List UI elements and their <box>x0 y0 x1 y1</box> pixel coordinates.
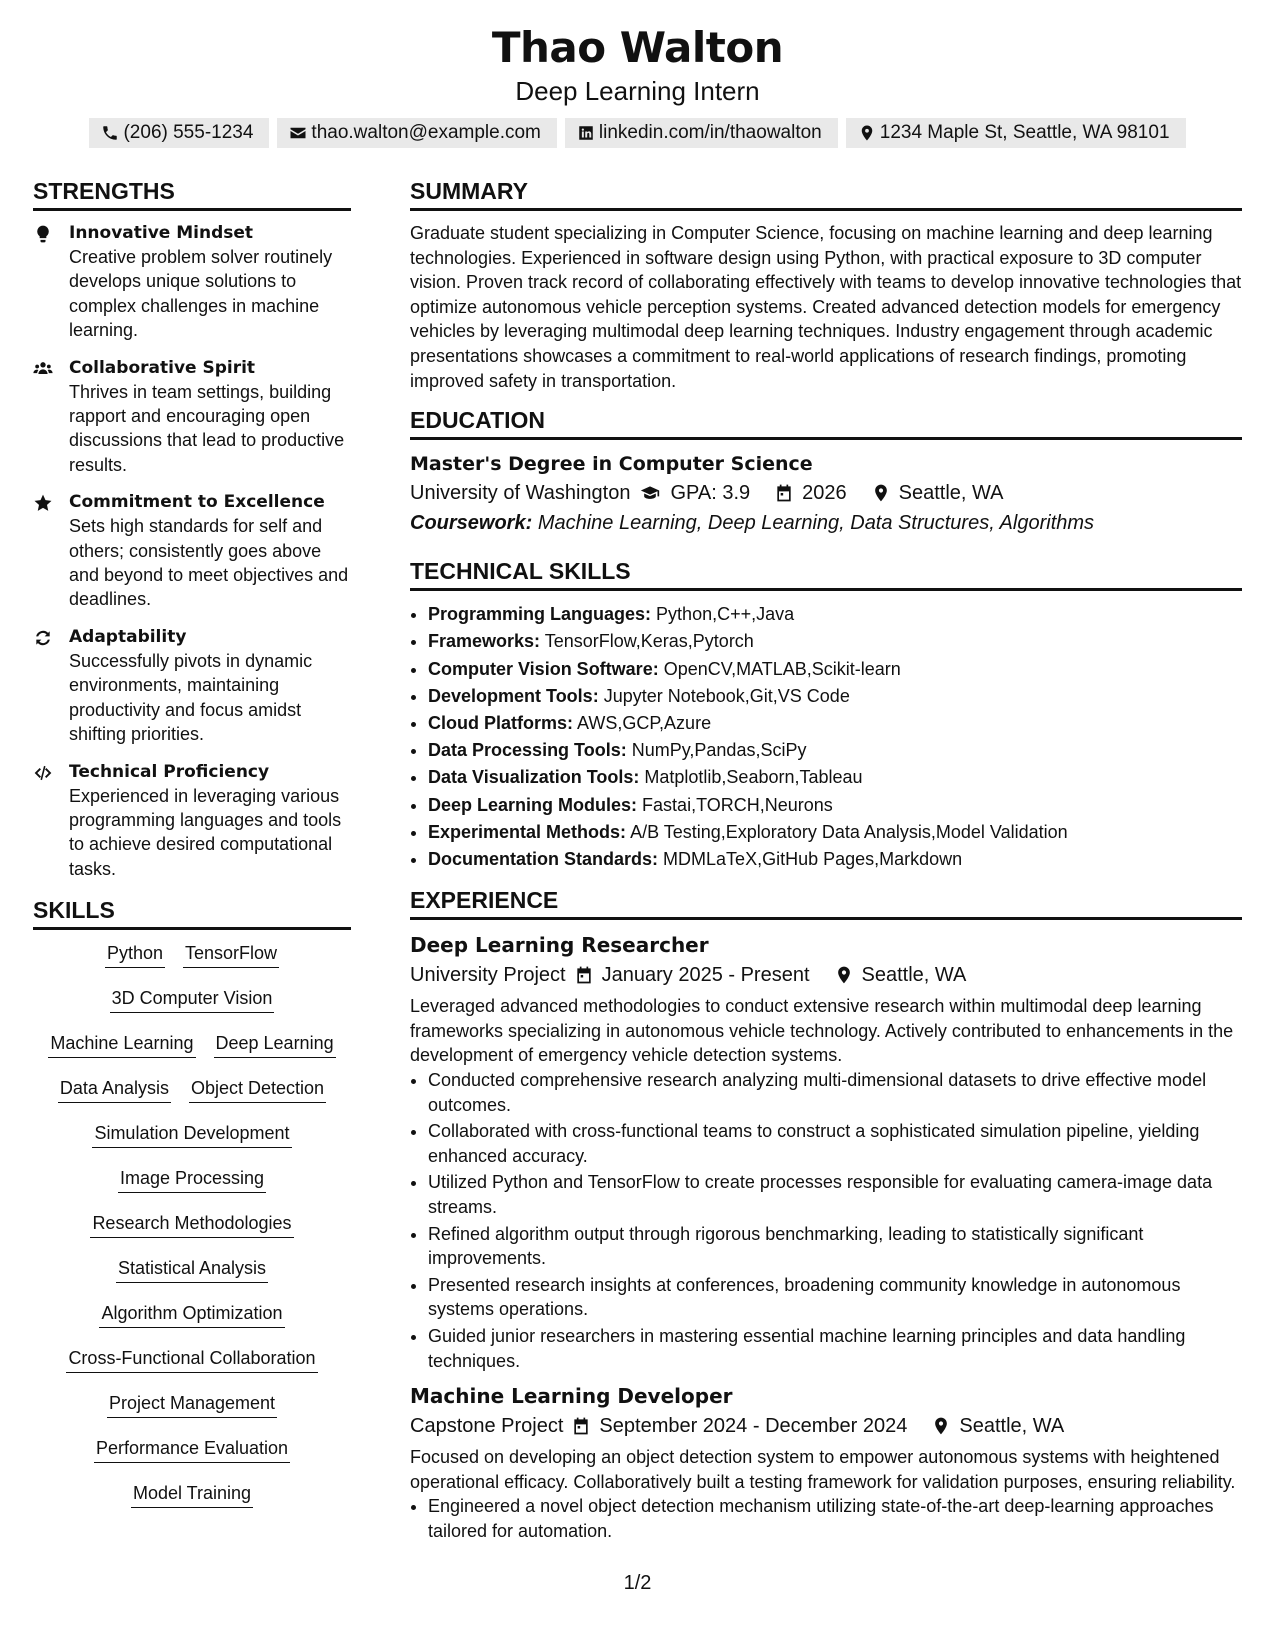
contact-linkedin[interactable] <box>565 118 838 148</box>
job-entry <box>410 930 1242 1373</box>
left-column <box>33 176 351 1525</box>
refresh-icon <box>33 628 53 648</box>
skill-tag: Python <box>105 940 165 968</box>
technical-skills-heading: TECHNICAL SKILLS <box>410 556 1242 591</box>
job-dates: January 2025 - Present <box>601 964 810 987</box>
map-pin-icon <box>858 124 876 142</box>
tech-label: Frameworks: <box>428 631 541 652</box>
skills-heading: SKILLS <box>33 895 351 930</box>
right-column <box>410 176 1242 1551</box>
list-item: • Collaborated with cross-functional teams to construct a sophisticated simulation pipeline, yielding enhanced accuracy. <box>428 1119 1242 1168</box>
gpa: GPA: 3.9 <box>670 482 751 505</box>
map-pin-icon <box>834 965 854 985</box>
tech-value: TensorFlow,Keras,Pytorch <box>544 631 754 652</box>
list-item: • Conducted comprehensive research analyzing multi-dimensional datasets to drive effective model outcomes. <box>428 1068 1242 1117</box>
page-number: 1/2 <box>623 1572 652 1594</box>
coursework-label: Coursework: <box>410 512 533 535</box>
skill-tag: Image Processing <box>118 1165 266 1193</box>
strength-item <box>33 760 351 882</box>
job-location: Seattle, WA <box>861 964 967 987</box>
strength-desc: Experienced in leveraging various programming languages and tools to achieve desired computational tasks. <box>69 785 342 879</box>
contact-phone-text: (206) 555-1234 <box>123 122 254 143</box>
calendar-icon <box>574 965 594 985</box>
job-description: Leveraged advanced methodologies to conduct extensive research within multimodal deep learning frameworks specializing in autonomous vehicle technology. Actively contributed to enhancements in the development of emergency vehicle detection systems. <box>410 996 1234 1066</box>
skill-tag: Simulation Development <box>92 1120 291 1148</box>
calendar-icon <box>774 483 794 503</box>
list-item: • Guided junior researchers in mastering essential machine learning principles and data handling techniques. <box>428 1324 1242 1373</box>
calendar-icon <box>571 1416 591 1436</box>
skill-tag: TensorFlow <box>183 940 279 968</box>
strength-item <box>33 221 351 343</box>
skill-tag: Algorithm Optimization <box>99 1300 284 1328</box>
skill-tag: Cross-Functional Collaboration <box>66 1345 317 1373</box>
job-org: University Project <box>410 964 566 987</box>
strength-title: Commitment to Excellence <box>69 492 325 513</box>
tech-value: OpenCV,MATLAB,Scikit-learn <box>663 658 901 679</box>
strength-desc: Sets high standards for self and others; consistently goes above and beyond to meet objectives and deadlines. <box>69 516 349 610</box>
tech-value: NumPy,Pandas,SciPy <box>631 740 807 761</box>
list-item <box>428 792 1242 819</box>
coursework <box>410 508 1242 538</box>
tech-label: Cloud Platforms: <box>428 712 574 733</box>
contact-address-text: 1234 Maple St, Seattle, WA 98101 <box>879 122 1170 143</box>
school-name: University of Washington <box>410 482 631 505</box>
strength-title: Adaptability <box>69 626 187 647</box>
graduation-cap-icon <box>638 483 662 503</box>
job-dates: September 2024 - December 2024 <box>599 1415 908 1438</box>
linkedin-icon <box>577 124 595 142</box>
strength-title: Innovative Mindset <box>69 223 254 243</box>
strength-desc: Successfully pivots in dynamic environments, maintaining productivity and focus amidst shifting priorities. <box>69 650 313 745</box>
coursework-list: Machine Learning, Deep Learning, Data Structures, Algorithms <box>537 512 1095 535</box>
job-title: Deep Learning Researcher <box>410 933 709 958</box>
strengths-heading: STRENGTHS <box>33 176 351 211</box>
job-location: Seattle, WA <box>959 1415 1065 1438</box>
lightbulb-icon <box>33 224 53 244</box>
tech-label: Documentation Standards: <box>428 848 659 869</box>
code-icon <box>33 763 53 783</box>
degree-title: Master's Degree in Computer Science <box>410 453 813 476</box>
tech-value: Fastai,TORCH,Neurons <box>642 794 833 815</box>
summary-text: Graduate student specializing in Computer Science, focusing on machine learning and deep learning technologies. Experienced in software design using Python, with practical exposure to 3D computer vision. Proven track record of collaborating effectively with teams to develop innovative technologies that optimize autonomous vehicle perception systems. Created advanced detection models for emergency vehicles by leveraging multimodal deep learning techniques. Industry engagement through academic presentations showcases a commitment to real-world applications of research findings, promoting improved safety in transportation. <box>410 223 1242 391</box>
job-org: Capstone Project <box>410 1415 564 1438</box>
tech-label: Deep Learning Modules: <box>428 794 638 815</box>
list-item: • Engineered a novel object detection mechanism utilizing state-of-the-art deep-learning approaches tailored for automation. <box>428 1494 1242 1543</box>
tech-label: Programming Languages: <box>428 604 652 625</box>
skill-tag: Research Methodologies <box>90 1210 293 1238</box>
strength-title: Collaborative Spirit <box>69 357 256 378</box>
skill-tag: Data Analysis <box>58 1075 171 1103</box>
education-location: Seattle, WA <box>898 482 1004 505</box>
job-bullets <box>410 1494 1242 1543</box>
education-heading: EDUCATION <box>410 405 1242 440</box>
map-pin-icon <box>931 1416 951 1436</box>
strength-item <box>33 490 351 612</box>
job-entry <box>410 1381 1242 1543</box>
list-item <box>428 710 1242 737</box>
tech-label: Data Processing Tools: <box>428 740 627 761</box>
list-item: • Refined algorithm output through rigorous benchmarking, leading to statistically significant improvements. <box>428 1222 1242 1271</box>
list-item <box>428 737 1242 764</box>
contact-email[interactable] <box>277 118 556 148</box>
skill-tag: 3D Computer Vision <box>110 985 275 1013</box>
users-icon <box>33 359 53 379</box>
contact-bar <box>0 118 1275 148</box>
list-item <box>428 628 1242 655</box>
strength-item <box>33 625 351 747</box>
tech-label: Computer Vision Software: <box>428 658 659 679</box>
tech-value: Python,C++,Java <box>656 604 795 625</box>
technical-skills-list <box>410 601 1242 873</box>
skill-tag: Object Detection <box>189 1075 326 1103</box>
map-pin-icon <box>871 483 891 503</box>
tech-value: AWS,GCP,Azure <box>577 712 712 733</box>
candidate-role: Deep Learning Intern <box>515 76 760 106</box>
tech-label: Experimental Methods: <box>428 821 627 842</box>
contact-email-text: thao.walton@example.com <box>311 122 541 143</box>
phone-icon <box>101 124 119 142</box>
list-item <box>428 683 1242 710</box>
skill-tag: Performance Evaluation <box>94 1435 290 1463</box>
list-item: • Utilized Python and TensorFlow to create processes responsible for evaluating camera-image data streams. <box>428 1170 1242 1219</box>
summary-heading: SUMMARY <box>410 176 1242 211</box>
list-item <box>428 764 1242 791</box>
resume-header <box>0 0 1275 148</box>
contact-address <box>846 118 1186 148</box>
job-title: Machine Learning Developer <box>410 1384 733 1409</box>
job-meta <box>410 960 1242 990</box>
strength-desc: Thrives in team settings, building rapport and encouraging open discussions that lead to productive results. <box>69 381 345 475</box>
skill-tag: Model Training <box>131 1480 253 1508</box>
star-icon <box>33 493 53 513</box>
skill-tag: Machine Learning <box>48 1030 195 1058</box>
contact-linkedin-text: linkedin.com/in/thaowalton <box>598 122 822 143</box>
strength-desc: Creative problem solver routinely develops unique solutions to complex challenges in machine learning. <box>69 247 333 341</box>
list-item <box>428 819 1242 846</box>
skill-tag: Deep Learning <box>214 1030 336 1058</box>
skill-tag: Statistical Analysis <box>116 1255 268 1283</box>
job-meta <box>410 1411 1242 1441</box>
list-item <box>428 656 1242 683</box>
skill-tag: Project Management <box>107 1390 277 1418</box>
envelope-icon <box>289 124 307 142</box>
list-item <box>428 846 1242 873</box>
experience-heading: EXPERIENCE <box>410 885 1242 920</box>
tech-value: Matplotlib,Seaborn,Tableau <box>644 767 863 788</box>
strength-item <box>33 356 351 478</box>
list-item <box>428 601 1242 628</box>
strength-title: Technical Proficiency <box>69 761 270 782</box>
tech-label: Data Visualization Tools: <box>428 767 640 788</box>
tech-value: A/B Testing,Exploratory Data Analysis,Model Validation <box>630 821 1068 842</box>
list-item: • Presented research insights at conferences, broadening community knowledge in autonomous systems operations. <box>428 1273 1242 1322</box>
candidate-name: Thao Walton <box>491 23 784 72</box>
job-bullets <box>410 1068 1242 1373</box>
contact-phone[interactable] <box>89 118 269 148</box>
job-description: Focused on developing an object detection system to empower autonomous systems with heightened operational efficacy. Collaboratively built a testing framework for validation purposes, ensuring reliability. <box>410 1447 1236 1492</box>
tech-value: MDMLaTeX,GitHub Pages,Markdown <box>663 848 963 869</box>
tech-label: Development Tools: <box>428 685 599 706</box>
skills-list <box>33 940 351 1525</box>
education-meta <box>410 478 1242 508</box>
tech-value: Jupyter Notebook,Git,VS Code <box>603 685 850 706</box>
graduation-year: 2026 <box>802 482 847 505</box>
